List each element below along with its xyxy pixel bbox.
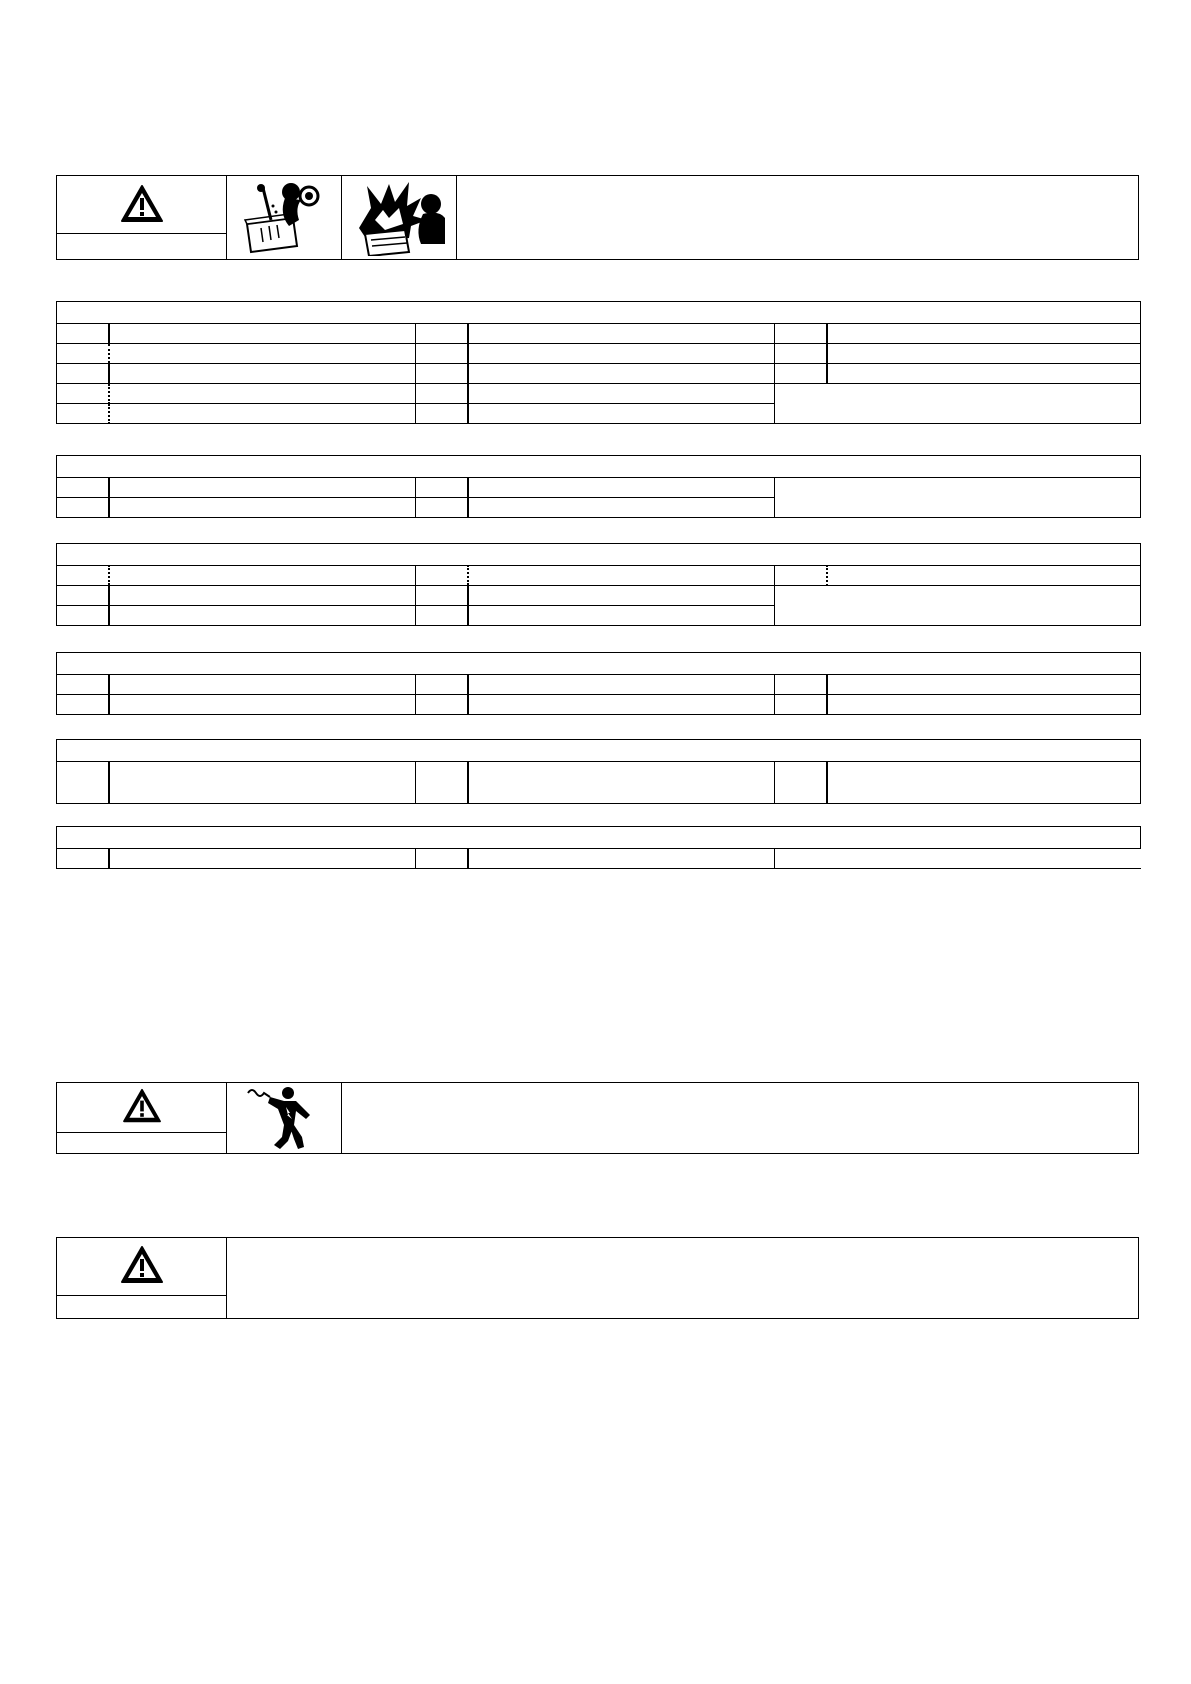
electric-shock-icon <box>244 1085 324 1151</box>
table-3 <box>56 543 1141 626</box>
table-1 <box>56 301 1141 424</box>
table-row <box>57 478 1141 498</box>
warning-triangle-icon <box>122 1088 162 1124</box>
merged-cell <box>775 586 1141 626</box>
warning-caption <box>57 233 226 259</box>
table-row <box>57 762 1141 804</box>
warning-triangle-icon <box>120 1245 164 1285</box>
warning-triangle-icon <box>120 184 164 224</box>
warning-caption <box>57 1132 226 1153</box>
general-warning-box <box>56 1237 1139 1319</box>
general-warning-text <box>227 1238 1138 1318</box>
table-2 <box>56 455 1141 518</box>
table-row <box>57 364 1141 384</box>
warning-label-cell <box>57 176 227 259</box>
battery-acid-icon <box>239 180 329 256</box>
table-row <box>57 566 1141 586</box>
warning-caption <box>57 1295 226 1318</box>
table-title <box>57 740 1141 762</box>
shock-warning-text <box>342 1083 1138 1153</box>
table-title <box>57 827 1141 849</box>
table-title <box>57 302 1141 324</box>
table-row <box>57 849 1141 869</box>
table-4 <box>56 652 1141 715</box>
table-title <box>57 544 1141 566</box>
shock-warning-box <box>56 1082 1139 1154</box>
battery-warning-box <box>56 175 1139 260</box>
table-row <box>57 695 1141 715</box>
battery-explosion-icon <box>349 180 449 256</box>
warning-label-cell <box>57 1083 227 1153</box>
table-row <box>57 384 1141 404</box>
table-row <box>57 586 1141 606</box>
table-row <box>57 675 1141 695</box>
warning-label-cell <box>57 1238 227 1318</box>
table-row <box>57 324 1141 344</box>
table-row <box>57 344 1141 364</box>
table-title <box>57 456 1141 478</box>
battery-acid-pictogram <box>227 176 342 259</box>
battery-warning-text <box>457 176 1138 259</box>
table-6 <box>56 826 1141 869</box>
table-title <box>57 653 1141 675</box>
table-5 <box>56 739 1141 804</box>
battery-explosion-pictogram <box>342 176 457 259</box>
merged-cell <box>775 478 1141 518</box>
electric-shock-pictogram <box>227 1083 342 1153</box>
merged-cell <box>775 384 1141 424</box>
